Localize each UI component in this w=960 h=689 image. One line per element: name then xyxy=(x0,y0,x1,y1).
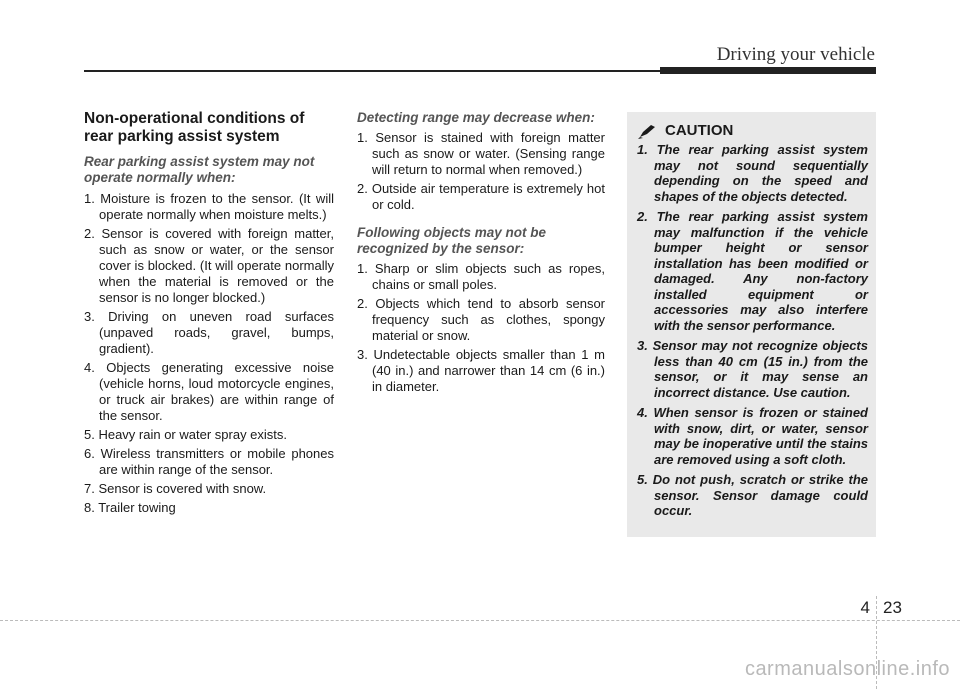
caution-item: 2. The rear parking assist system may malfunction if the vehicle bumper height or sensor installation has been modified or damaged. Any non-factory installed equipment or accessories may also interfere with the sensor performance. xyxy=(637,209,868,333)
list-item: 3. Driving on uneven road surfaces (unpaved roads, gravel, bumps, gradient). xyxy=(84,309,334,356)
header-rule xyxy=(84,70,662,72)
detecting-range-list xyxy=(357,130,605,213)
list-item: 8. Trailer towing xyxy=(84,500,176,515)
list-item: 1. Moisture is frozen to the sensor. (It will operate normally when moisture melts.) xyxy=(84,191,334,222)
footer-rule xyxy=(0,620,960,621)
caution-item: 3. Sensor may not recognize objects less than 40 cm (15 in.) from the sensor, or it may sense an incorrect distance. Use caution. xyxy=(637,338,868,400)
list-item: 3. Undetectable objects smaller than 1 m (40 in.) and narrower than 14 cm (6 in.) in diameter. xyxy=(357,347,605,394)
list-item: 2. Outside air temperature is extremely hot or cold. xyxy=(357,181,605,212)
list-item: 6. Wireless transmitters or mobile phones are within range of the sensor. xyxy=(84,446,334,477)
list-item: 7. Sensor is covered with snow. xyxy=(84,481,267,496)
middle-column xyxy=(357,110,605,407)
left-column xyxy=(84,110,334,528)
caution-item: 5. Do not push, scratch or strike the sensor. Sensor damage could occur. xyxy=(637,472,868,518)
watermark: carmanualsonline.info xyxy=(744,658,950,680)
caution-item: 1. The rear parking assist system may not sound sequentially depending on the speed and shapes of the objects detected. xyxy=(637,142,868,204)
header-rule-accent xyxy=(660,67,876,74)
page-header-title: Driving your vehicle xyxy=(716,44,875,65)
subhead-not-operate: Rear parking assist system may not operate normally when: xyxy=(84,154,315,185)
non-operation-list xyxy=(84,191,334,516)
caution-title: CAUTION xyxy=(665,122,734,139)
chapter-number: 4 xyxy=(860,598,870,617)
caution-box xyxy=(627,112,876,537)
page-number: 23 xyxy=(883,598,902,617)
list-item: 5. Heavy rain or water spray exists. xyxy=(84,427,288,442)
list-item: 4. Objects generating excessive noise (vehicle horns, loud motorcycle engines, or truck air brakes) are within range of the sensor. xyxy=(84,360,334,423)
caution-header xyxy=(637,122,868,139)
caution-item: 4. When sensor is frozen or stained with snow, dirt, or water, sensor may be inoperative until the stains are removed using a soft cloth. xyxy=(637,405,868,467)
caution-list xyxy=(637,142,868,519)
unrecognized-objects-list xyxy=(357,261,605,395)
subhead-unrecognized-objects: Following objects may not be recognized by the sensor: xyxy=(357,225,547,256)
list-item: 2. Sensor is covered with foreign matter, such as snow or water, or the sensor cover is blocked. (It will operate normally when the material is removed or the sensor is no longer blocked.) xyxy=(84,226,334,305)
subhead-detecting-range: Detecting range may decrease when: xyxy=(357,110,595,125)
caution-pencil-icon xyxy=(637,123,659,139)
section-title: Non-operational conditions of rear parking assist system xyxy=(84,110,305,145)
list-item: 2. Objects which tend to absorb sensor frequency such as clothes, spongy material or snow. xyxy=(357,296,605,343)
list-item: 1. Sensor is stained with foreign matter such as snow or water. (Sensing range will return to normal when removed.) xyxy=(357,130,605,177)
list-item: 1. Sharp or slim objects such as ropes, chains or small poles. xyxy=(357,261,605,292)
